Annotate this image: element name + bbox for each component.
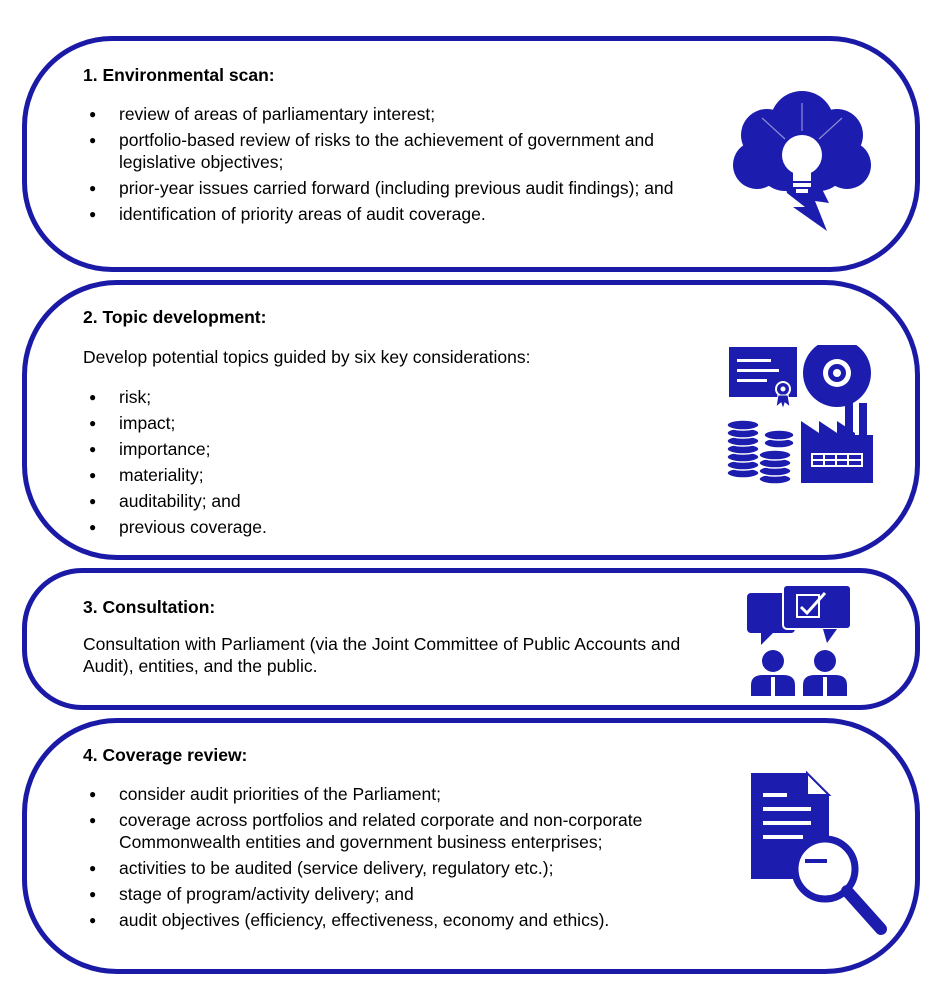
list-item: ● importance; (83, 438, 483, 460)
factory-icon (801, 397, 873, 483)
certificate-disc-coins-factory-icon (727, 345, 877, 495)
section-title: 4. Coverage review: (83, 745, 248, 765)
list-item: ● activities to be audited (service delivery, regulatory etc.); (83, 857, 663, 879)
section-intro: Develop potential topics guided by six key considerations: (83, 347, 531, 367)
people-consultation-icon (745, 581, 865, 696)
list-item: ● prior-year issues carried forward (including previous audit findings); and (83, 177, 713, 199)
section-title: 2. Topic development: (83, 307, 267, 327)
list-item: ● portfolio-based review of risks to the achievement of government and legislative objectives; (83, 129, 713, 173)
list-item: ● audit objectives (efficiency, effectiveness, economy and ethics). (83, 909, 663, 931)
list-item: ● impact; (83, 412, 483, 434)
bullet-list (83, 783, 663, 931)
bullet-list (83, 103, 713, 225)
bullet-list (83, 386, 483, 538)
list-item: ● risk; (83, 386, 483, 408)
certificate-icon (729, 347, 797, 409)
document-magnifier-icon (749, 771, 894, 941)
list-item: ● review of areas of parliamentary interest; (83, 103, 713, 125)
list-item: ● materiality; (83, 464, 483, 486)
disc-icon (803, 345, 871, 407)
section-text: Consultation with Parliament (via the Joint Committee of Public Accounts and Audit), entities, and the public. (83, 634, 681, 676)
list-item: ● identification of priority areas of audit coverage. (83, 203, 713, 225)
list-item: ● stage of program/activity delivery; and (83, 883, 663, 905)
list-item: ● previous coverage. (83, 516, 483, 538)
list-item: ● auditability; and (83, 490, 483, 512)
panel-coverage-review (22, 718, 920, 974)
panel-environmental-scan (22, 36, 920, 272)
section-title: 1. Environmental scan: (83, 65, 275, 85)
list-item: ● coverage across portfolios and related corporate and non-corporate Commonwealth entities and government business enterprises; (83, 809, 663, 853)
panel-topic-development (22, 280, 920, 560)
panel-consultation (22, 568, 920, 710)
coins-icon (727, 420, 794, 484)
list-item: ● consider audit priorities of the Parliament; (83, 783, 663, 805)
section-title: 3. Consultation: (83, 597, 216, 617)
lightbulb-brain-icon (727, 83, 877, 233)
